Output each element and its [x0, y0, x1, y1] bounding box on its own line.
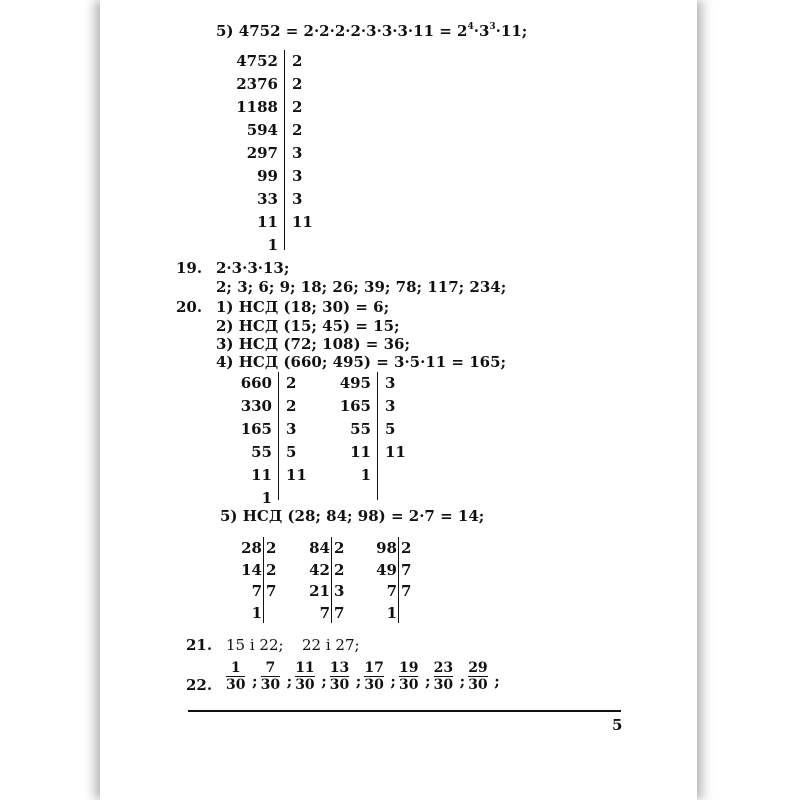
problem-20-number: 20. — [176, 298, 203, 316]
fraction-numerator: 13 — [329, 660, 350, 676]
factor-table-divisor: 11 — [292, 213, 313, 231]
factor-table-divider-line — [377, 372, 378, 500]
problem-19-line2: 2; 3; 6; 9; 18; 26; 39; 78; 117; 234; — [216, 278, 507, 296]
factor-table-dividend: 7 — [251, 582, 262, 600]
factor-table-dividend: 55 — [251, 443, 272, 461]
factor-table-divisor: 3 — [292, 167, 303, 185]
factor-table-dividend: 55 — [350, 420, 371, 438]
fraction-denominator: 30 — [399, 677, 419, 693]
factor-table-divisor: 2 — [286, 397, 297, 415]
factor-table-dividend: 28 — [241, 539, 262, 557]
factor-table-dividend: 1 — [386, 603, 397, 622]
fraction-numerator: 29 — [468, 660, 488, 676]
factor-table-dividend: 49 — [376, 560, 397, 579]
factor-table-divisor: 11 — [286, 466, 307, 484]
factor-table-dividend: 84 — [309, 539, 330, 557]
fraction-numerator: 17 — [364, 660, 384, 676]
factor-table-divisor: 7 — [266, 582, 277, 600]
problem-20-line2: 2) НСД (15; 45) = 15; — [216, 317, 400, 335]
factor-table-divisor: 5 — [385, 420, 396, 438]
factor-table-dividend: 1 — [360, 466, 371, 484]
factor-table-dividend: 21 — [309, 582, 330, 600]
problem-21-number: 21. — [186, 636, 213, 654]
problem-19-line1: 2·3·3·13; — [216, 259, 290, 277]
factor-table-dividend: 1 — [261, 489, 272, 507]
fraction — [261, 660, 280, 693]
factor-table-divisor: 2 — [334, 539, 345, 557]
fraction-separator: ; — [321, 672, 327, 690]
page-number: 5 — [612, 716, 623, 734]
fraction-separator: ; — [390, 672, 396, 690]
factor-table-dividend: 33 — [257, 190, 278, 208]
problem-21-answer-b: 22 і 27; — [302, 636, 360, 654]
factor-table-dividend: 11 — [251, 466, 272, 484]
problem-19-number: 19. — [176, 259, 203, 277]
factor-table-divisor: 3 — [292, 144, 303, 162]
problem-20-line1: 1) НСД (18; 30) = 6; — [216, 298, 390, 316]
factor-table-dividend: 7 — [386, 582, 397, 600]
factor-table-divisor: 3 — [385, 397, 396, 415]
factor-table-dividend: 11 — [350, 443, 371, 461]
factor-table-dividend: 4752 — [236, 52, 278, 70]
factor-table-divisor: 2 — [266, 539, 277, 557]
fraction — [434, 660, 453, 693]
factor-table-divisor: 3 — [292, 190, 303, 208]
factor-table-divisor: 2 — [266, 560, 277, 579]
problem-20-line5: 5) НСД (28; 84; 98) = 2·7 = 14; — [220, 507, 485, 525]
fraction-separator: ; — [252, 672, 258, 690]
problem-21-answer-a: 15 і 22; — [226, 636, 284, 654]
factor-table-dividend: 14 — [241, 560, 262, 579]
fraction-separator: ; — [286, 672, 293, 690]
factor-table-divisor: 11 — [385, 443, 406, 461]
factorization-4752-line: 5) $4752 = 2\cdot 2\cdot 2\cdot 2\cdot 3\cdot 3\cdot 3\cdot 11 = 2^4\cdot 3^3\cdot 11$; — [216, 22, 528, 40]
fraction — [468, 660, 487, 693]
factor-table-divisor: 7 — [401, 560, 412, 579]
fraction-numerator: 23 — [433, 660, 454, 676]
factor-table-dividend: 165 — [339, 397, 371, 415]
factor-table-dividend: 495 — [339, 374, 371, 392]
page-footer-rule — [188, 710, 621, 712]
factor-table-divisor: 2 — [292, 52, 303, 70]
factor-table-divider-line — [278, 372, 279, 500]
factor-table-divider-line — [284, 50, 285, 250]
fraction — [226, 660, 245, 693]
fraction-separator: ; — [494, 672, 500, 690]
factor-table-divisor: 7 — [334, 603, 345, 622]
factor-table-divisor: 7 — [401, 582, 412, 600]
factor-table-divisor: 3 — [385, 374, 396, 392]
fraction-denominator: 30 — [226, 677, 246, 693]
factor-table-divisor: 2 — [334, 560, 345, 579]
factor-table-divisor: 2 — [292, 75, 303, 93]
fraction — [295, 660, 314, 693]
factor-table-dividend: 7 — [319, 603, 330, 622]
fraction-separator: ; — [459, 672, 466, 690]
factor-table-dividend: 165 — [240, 420, 272, 438]
fraction-numerator: 1 — [230, 660, 241, 676]
fraction — [364, 660, 383, 693]
fraction — [399, 660, 418, 693]
factor-table-dividend: 11 — [257, 213, 278, 231]
factor-table-dividend: 42 — [309, 560, 330, 579]
fraction — [330, 660, 349, 693]
factor-table-dividend: 297 — [246, 144, 278, 162]
factor-table-divider-line — [263, 537, 264, 623]
factor-table-divisor: 5 — [286, 443, 297, 461]
factor-table-divider-line — [331, 537, 332, 623]
factor-table-dividend: 330 — [240, 397, 272, 415]
fraction-denominator: 30 — [260, 677, 281, 693]
fraction-numerator: 7 — [265, 660, 276, 676]
fraction-denominator: 30 — [433, 677, 454, 693]
fraction-separator: ; — [355, 672, 362, 690]
fraction-denominator: 30 — [468, 677, 488, 693]
factor-table-divisor: 3 — [286, 420, 297, 438]
problem-20-line4: 4) НСД (660; 495) = 3·5·11 = 165; — [216, 353, 507, 371]
factor-table-divisor: 2 — [401, 539, 412, 557]
factor-table-divisor: 2 — [292, 98, 303, 116]
fraction-separator: ; — [425, 672, 431, 690]
factor-table-divider-line — [398, 537, 399, 623]
fraction-denominator: 30 — [295, 677, 315, 693]
factor-table-dividend: 99 — [257, 167, 278, 185]
factor-table-dividend: 660 — [240, 374, 272, 392]
factor-table-dividend: 98 — [376, 539, 397, 557]
fraction-numerator: 19 — [399, 660, 419, 676]
factor-table-dividend: 2376 — [236, 75, 278, 93]
factor-table-divisor: 2 — [292, 121, 303, 139]
factor-table-dividend: 1188 — [236, 98, 278, 116]
factor-table-divisor: 3 — [334, 582, 345, 600]
factor-table-dividend: 1 — [267, 236, 278, 254]
problem-20-line3: 3) НСД (72; 108) = 36; — [216, 335, 410, 353]
fraction-numerator: 11 — [295, 660, 315, 676]
problem-22-number: 22. — [186, 676, 213, 694]
fraction-denominator: 30 — [364, 677, 384, 693]
factor-table-divisor: 2 — [286, 374, 297, 392]
factor-table-dividend: 594 — [246, 121, 278, 139]
factor-table-dividend: 1 — [251, 603, 262, 622]
fraction-denominator: 30 — [329, 677, 350, 693]
